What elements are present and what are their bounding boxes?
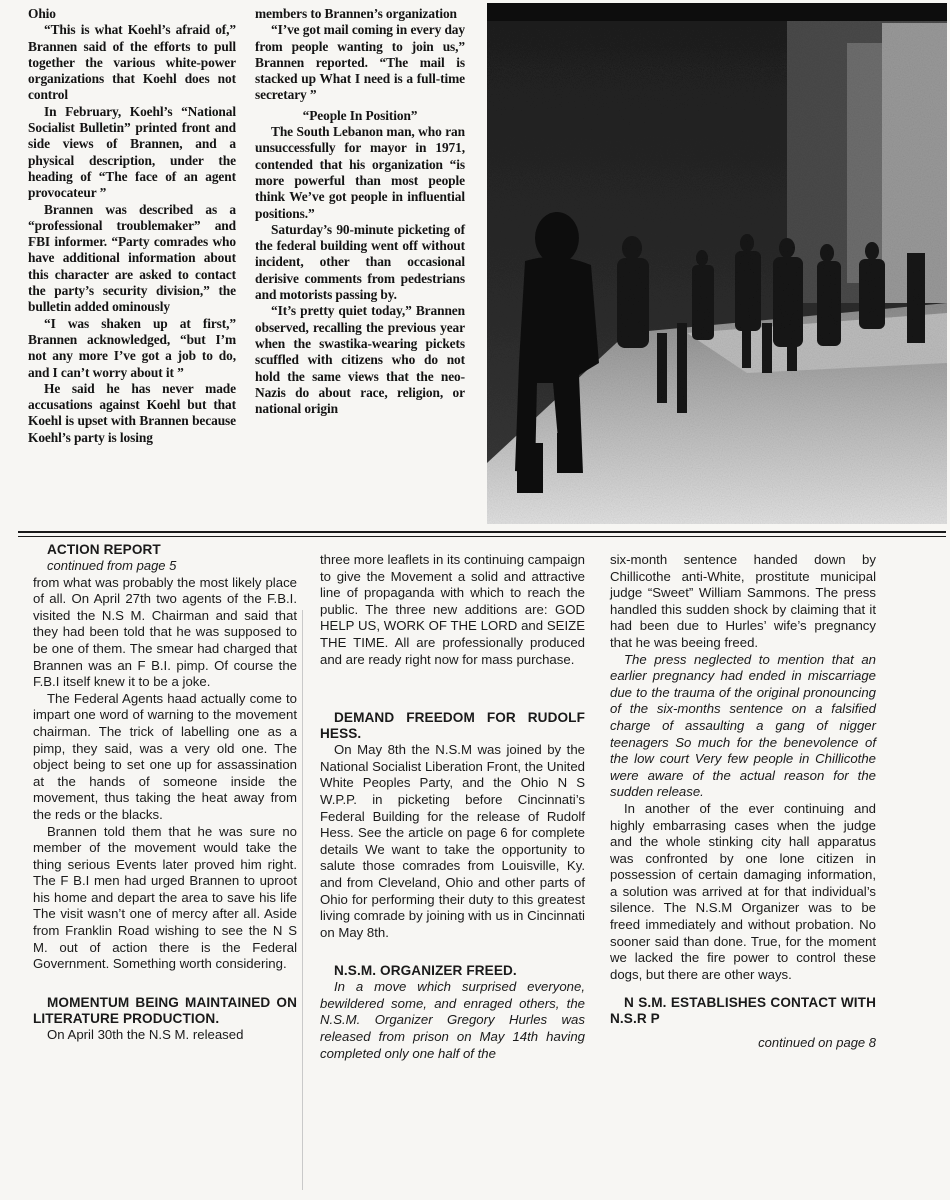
- clipping-paragraph: Ohio: [28, 6, 56, 21]
- clipping-column-1: [28, 6, 236, 446]
- news-photo-picketers: [487, 3, 947, 524]
- article-paragraph: Brannen told them that he was sure no member of the movement would take the thing serious Events later proved him right. The F B.I men had urged Brannen to uproot his home and depart the area to save his life The visit wasn’t one of mercy after all. Aside from Franklin Road wishing to see the N S M. out of action there is the Federal Government. Something worth considering.: [33, 823, 297, 972]
- section-heading-momentum: MOMENTUM BEING MAINTAINED ON LITERATURE PRODUCTION.: [33, 994, 297, 1026]
- clipping-paragraph: Brannen was described as a “professional troublemaker” and FBI informer. “Party comrades who have additional information about this character are asked to contact the party’s security division,” the bulletin added ominously: [28, 201, 236, 315]
- newsletter-column-2: [320, 552, 585, 1062]
- clipping-subhead: “People In Position”: [302, 107, 418, 123]
- section-divider: [18, 531, 946, 533]
- column-rule: [302, 610, 303, 1190]
- clipping-paragraph: He said he has never made accusations against Koehl but that Koehl is upset with Brannen because Koehl’s party is losing: [28, 380, 236, 445]
- clipping-paragraph: The South Lebanon man, who ran unsuccessfully for mayor in 1971, contended that his organization “is more powerful than most people think We’ve got people in influential positions.”: [255, 124, 465, 221]
- newsletter-column-3: [610, 552, 876, 1052]
- clipping-paragraph: “I was shaken up at first,” Brannen acknowledged, “but I’m not any more I’ve got a job to do, and I can’t worry about it ”: [28, 315, 236, 380]
- article-paragraph: The Federal Agents haad actually come to impart one word of warning to the movement chairman. The trick of labelling one as a pimp, they said, was a very old one. The object being to set one up for assassination at the hands of someone inside the movement, thus taking the heat away from the reds or the blacks.: [33, 690, 297, 822]
- clipping-paragraph: “This is what Koehl’s afraid of,” Brannen said of the efforts to pull together the various white-power organizations that Koehl does not control: [28, 22, 236, 103]
- article-paragraph: The press neglected to mention that an earlier pregnancy had ended in miscarriage due to the trauma of the original pronouncing of the six-months sentence on a falsified charge of assaulting a gang of nigger teenagers So much for the benevolence of the low court Very few people in Chillicothe were aware of the actual reason for the sudden release.: [610, 651, 876, 800]
- clipping-paragraph: Saturday’s 90-minute picketing of the federal building went off without incident, other than occasional derisive comments from pedestrians and motorists passing by.: [255, 221, 465, 303]
- clipping-paragraph: In February, Koehl’s “National Socialist Bulletin” printed front and side views of Brannen, and a physical description, under the heading of “The face of an agent provocateur ”: [28, 103, 236, 201]
- section-heading-action-report: ACTION REPORT: [47, 542, 161, 557]
- newsletter-column-1: [33, 542, 297, 1043]
- clipping-paragraph: “It’s pretty quiet today,” Brannen observed, recalling the previous year when the swastika-wearing pickets scuffled with citizens who do not hold the same views that the neo-Nazis do about race, religion, or national origin: [255, 303, 465, 417]
- clipping-paragraph: “I’ve got mail coming in every day from people wanting to join us,” Brannen reported. “The mail is stacked up What I need is a full-time secretary ”: [255, 22, 465, 103]
- article-paragraph: On May 8th the N.S.M was joined by the National Socialist Liberation Front, the United White Peoples Party, and the Ohio N S W.P.P. in picketing before Cincinnati’s Federal Building for the release of Rudolf Hess. See the article on page 6 for complete details We want to take the opportunity to salute those comrades from Louisville, Ky. and from Cleveland, Ohio and other parts of Ohio for performing their duty to this greatest living comrade by joining with us in Cincinnati on May 8th.: [320, 742, 585, 940]
- section-heading-contact: N S.M. ESTABLISHES CONTACT WITH N.S.R P: [610, 995, 876, 1027]
- continued-on-note: continued on page 8: [758, 1035, 876, 1051]
- section-heading-hess: DEMAND FREEDOM FOR RUDOLF HESS.: [320, 710, 585, 742]
- article-paragraph: On April 30th the N.S M. released: [47, 1026, 244, 1042]
- article-paragraph: three more leaflets in its continuing campaign to give the Movement a solid and attractive line of propaganda with which to reach the public. The three new additions are: GOD HELP US, WORK OF THE LORD and SEIZE THE TIME. All are professionally produced and are ready right now for mass purchase.: [320, 552, 585, 667]
- article-paragraph: six-month sentence handed down by Chillicothe anti-White, prostitute municipal judge “Sweet” William Sammons. The press handled this sudden shock by claiming that it had been due to Hurles’ wife’s pregnancy that he was beeing freed.: [610, 552, 876, 650]
- section-divider: [18, 536, 946, 537]
- clipping-paragraph: members to Brannen’s organization: [255, 6, 457, 21]
- clipping-column-2: [255, 6, 465, 417]
- article-paragraph: In another of the ever continuing and highly embarrasing cases when the judge and the whole stinking city hall apparatus was confronted by one lone citizen in possession of certain damaging information, a solution was arrived at for that individual’s silence. The N.S.M Organizer was to be freed immediately and without probation. No sooner said than done. True, for the moment we lacked the fire power to control these dogs, but there are other ways.: [610, 800, 876, 982]
- continued-from-note: continued from page 5: [47, 558, 177, 573]
- article-paragraph: from what was probably the most likely place of all. On April 27th two agents of the F.B.I. visited the N.S M. Chairman and said that they had been told that he was supposed to be one of them. The smear had charged that Brannen was an F B.I. pimp. Of course the F.B.I itself knew it to be a joke.: [33, 574, 297, 690]
- section-heading-organizer-freed: N.S.M. ORGANIZER FREED.: [334, 963, 517, 979]
- article-paragraph: In a move which surprised everyone, bewildered some, and enraged others, the N.S.M. Organizer Gregory Hurles was released from prison on May 14th having completed only one half of the: [320, 979, 585, 1061]
